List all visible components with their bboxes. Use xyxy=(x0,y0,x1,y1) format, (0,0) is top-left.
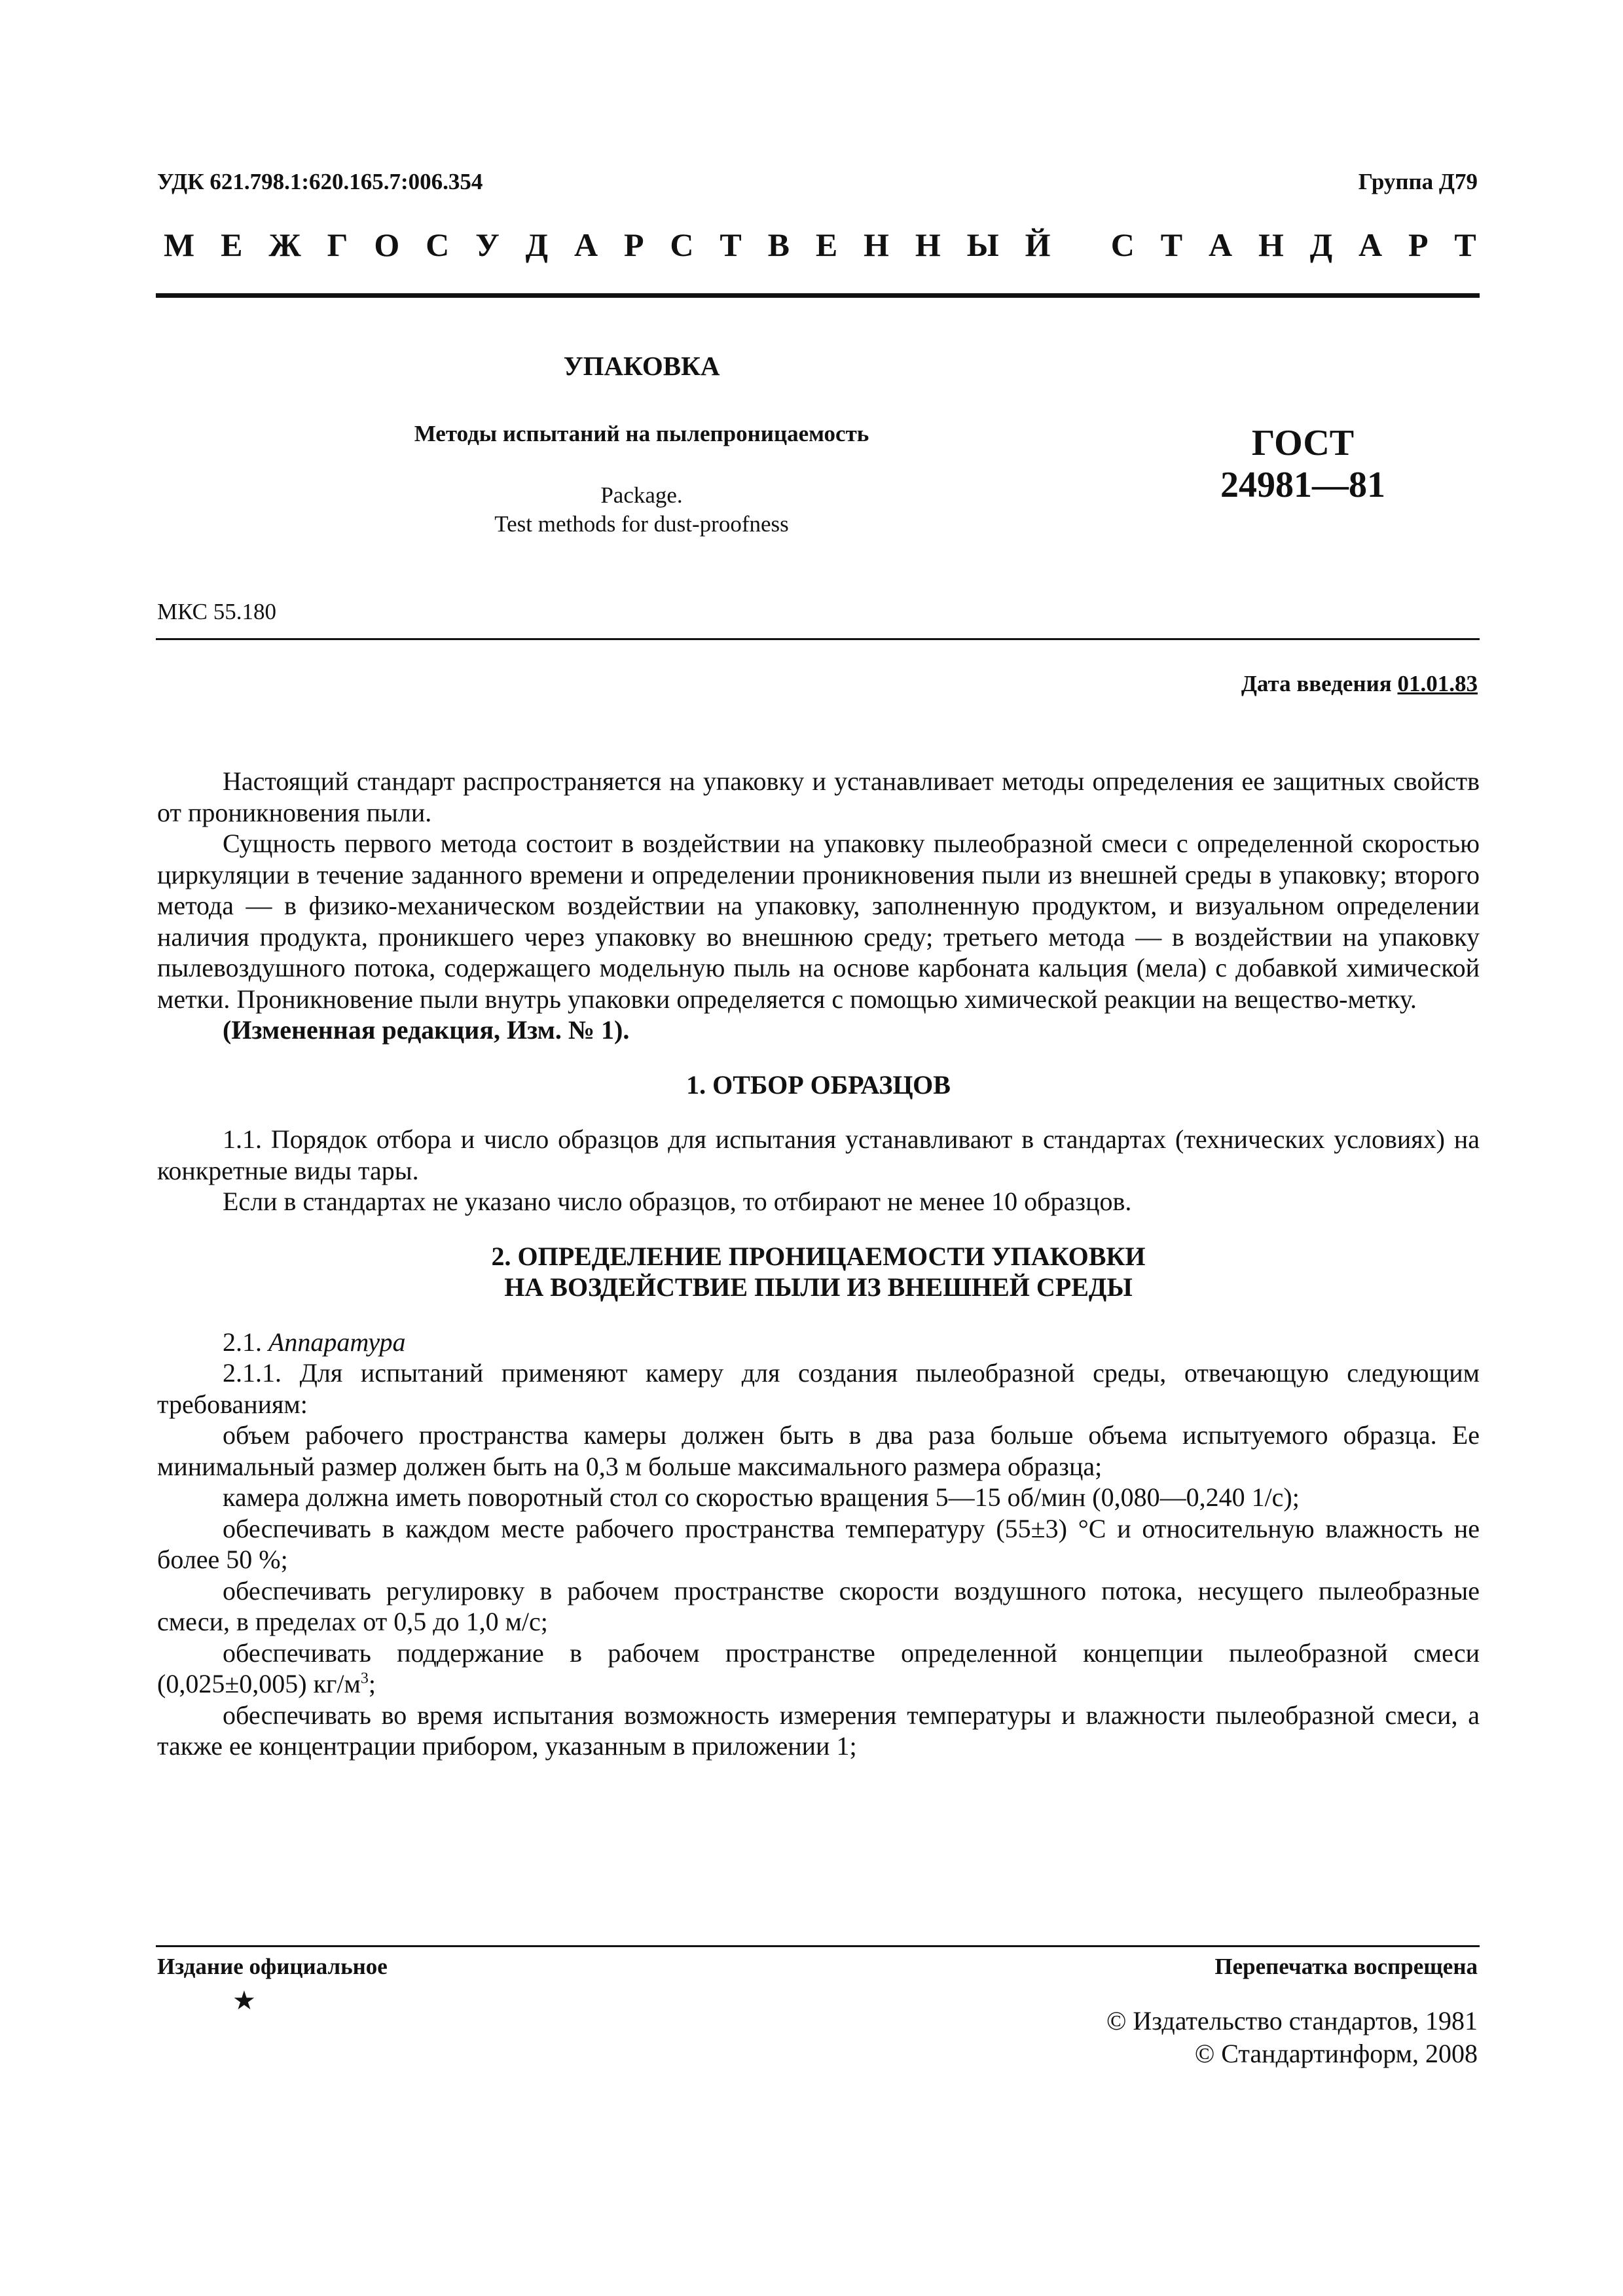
requirement-concentration-exponent: 3 xyxy=(360,1670,369,1687)
document-title: УПАКОВКА xyxy=(563,351,720,381)
copyright-block xyxy=(1106,2005,1478,2070)
banner-letter: С xyxy=(670,226,694,263)
gost-number xyxy=(1165,422,1440,506)
banner-letter: А xyxy=(1359,226,1383,263)
amendment-note: (Измененная редакция, Изм. № 1). xyxy=(223,1015,630,1045)
banner-letter: Д xyxy=(525,226,549,263)
mks-code: МКС 55.180 xyxy=(157,599,276,624)
date-value: 01.01.83 xyxy=(1397,671,1478,696)
banner-letter: С xyxy=(426,226,450,263)
banner-letter: В xyxy=(767,226,790,263)
introduction-date xyxy=(1241,671,1478,697)
section-1-heading: 1. ОТБОР ОБРАЗЦОВ xyxy=(686,1069,951,1100)
header-rule xyxy=(156,293,1480,298)
requirement-volume: объем рабочего пространства камеры должен быть в два раза больше объема испытуемого образца. Ее минимальный размер должен быть на 0,3 м больше максимального размера образца; xyxy=(157,1420,1480,1481)
clause-2-1-number: 2.1. xyxy=(223,1327,262,1357)
english-title-line1: Package. xyxy=(600,482,683,508)
banner-letter: Е xyxy=(221,226,243,263)
clause-2-1-label: Аппаратура xyxy=(268,1327,406,1357)
udk-code: УДК 621.798.1:620.165.7:006.354 xyxy=(157,169,483,194)
clause-2-1 xyxy=(157,1327,1480,1358)
document-body xyxy=(157,766,1480,1762)
banner-letter: А xyxy=(1208,226,1233,263)
reprint-notice: Перепечатка воспрещена xyxy=(1214,1954,1478,1979)
banner-letter: О xyxy=(374,226,400,263)
banner-letter: А xyxy=(574,226,598,263)
clause-1-1: 1.1. Порядок отбора и число образцов для испытания устанавливают в стандартах (технических условиях) на конкретные виды тары. xyxy=(157,1124,1480,1185)
banner-letter: Т xyxy=(1454,226,1476,263)
requirement-temperature: обеспечивать в каждом месте рабочего пространства температуру (55±3) °С и относительную влажность не более 50 %; xyxy=(157,1513,1480,1574)
banner-letter: С xyxy=(1110,226,1135,263)
copyright-1981: © Издательство стандартов, 1981 xyxy=(1106,2006,1478,2036)
requirement-concentration-text: обеспечивать поддержание в рабочем пространстве определенной концепции пылеобразной смеси (0,025±0,005) кг/м xyxy=(157,1638,1480,1698)
banner-letter: Н xyxy=(915,226,941,263)
banner-letter: Г xyxy=(327,226,348,263)
banner-letter: Ж xyxy=(268,226,301,263)
requirement-measurement: обеспечивать во время испытания возможность измерения температуры и влажности пылеобразной смеси, а также ее концентрации прибором, указанным в приложении 1; xyxy=(157,1700,1480,1761)
english-title-line2: Test methods for dust-proofness xyxy=(494,511,789,537)
requirement-airflow: обеспечивать регулировку в рабочем пространстве скорости воздушного потока, несущего пылеобразные смеси, в пределах от 0,5 до 1,0 м/с; xyxy=(157,1575,1480,1636)
banner-letter: Е xyxy=(815,226,838,263)
intro-paragraph: Настоящий стандарт распространяется на упаковку и устанавливает методы определения ее защитных свойств от проникновения пыли. xyxy=(157,766,1480,827)
star-icon: ★ xyxy=(232,1986,256,2015)
mks-rule xyxy=(156,638,1480,640)
official-edition: Издание официальное xyxy=(157,1954,388,1979)
banner-gap xyxy=(1076,226,1085,264)
banner-letter: М xyxy=(164,226,195,263)
banner-letter: У xyxy=(475,226,500,263)
banner-letter: Д xyxy=(1309,226,1333,263)
clause-1-1-note: Если в стандартах не указано число образцов, то отбирают не менее 10 образцов. xyxy=(223,1187,1132,1216)
section-2-heading-line2: НА ВОЗДЕЙСТВИЕ ПЫЛИ ИЗ ВНЕШНЕЙ СРЕДЫ xyxy=(504,1272,1133,1302)
banner-letter: Н xyxy=(864,226,889,263)
gost-label: ГОСТ xyxy=(1251,423,1355,463)
section-2-heading-line1: 2. ОПРЕДЕЛЕНИЕ ПРОНИЦАЕМОСТИ УПАКОВКИ xyxy=(491,1241,1146,1271)
english-title xyxy=(327,481,956,539)
footer-rule xyxy=(156,1945,1480,1947)
banner-letter: Ы xyxy=(966,226,999,263)
banner-letter: Т xyxy=(720,226,742,263)
requirement-rotation: камера должна иметь поворотный стол со скоростью вращения 5—15 об/мин (0,080—0,240 1/с); xyxy=(223,1482,1300,1512)
banner-letter: Н xyxy=(1258,226,1284,263)
banner-letter: Р xyxy=(623,226,644,263)
standard-banner xyxy=(164,226,1476,264)
requirement-concentration-end: ; xyxy=(368,1669,376,1698)
essence-paragraph: Сущность первого метода состоит в воздействии на упаковку пылеобразной смеси с определенной скоростью циркуляции в течение заданного времени и определении проникновения пыли из внешней среды в упаковку; второго метода — в физико-механическом воздействии на упаковку, заполненную продуктом, и визуальном определении наличия продукта, проникшего через упаковку во внешнюю среду; третьего метода — в воздействии на упаковку пылевоздушного потока, содержащего модельную пыль на основе карбоната кальция (мела) с добавкой химической метки. Проникновение пыли внутрь упаковки определяется с помощью химической реакции на вещество-метку. xyxy=(157,829,1480,1014)
banner-letter: Т xyxy=(1160,226,1183,263)
gost-code: 24981—81 xyxy=(1220,465,1385,505)
banner-letter: Р xyxy=(1408,226,1429,263)
copyright-2008: © Стандартинформ, 2008 xyxy=(1194,2039,1478,2068)
date-label: Дата введения xyxy=(1241,671,1392,696)
requirement-concentration xyxy=(157,1638,1480,1700)
banner-letter: Й xyxy=(1025,226,1051,263)
group-code: Группа Д79 xyxy=(1358,169,1478,194)
clause-2-1-1: 2.1.1. Для испытаний применяют камеру для создания пылеобразной среды, отвечающую следующим требованиям: xyxy=(157,1358,1480,1419)
document-subtitle: Методы испытаний на пылепроницаемость xyxy=(414,421,869,446)
